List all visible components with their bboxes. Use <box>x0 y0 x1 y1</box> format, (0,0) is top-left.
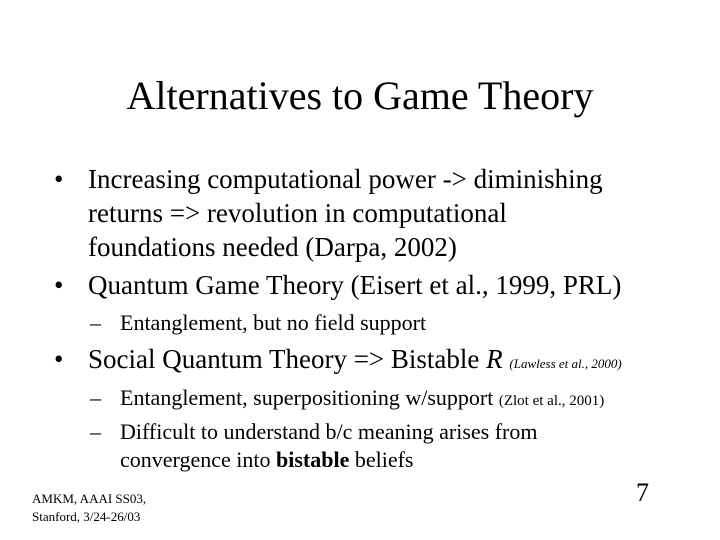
sub-bullet-text: Entanglement, superpositioning w/support <box>120 385 499 410</box>
bullet-marker: • <box>54 344 64 374</box>
page-number: 7 <box>636 478 649 507</box>
sub-bullet-marker: – <box>90 385 101 410</box>
sub-bullet-marker: – <box>90 419 101 444</box>
bullet-line: Increasing computational power -> diminishing <box>88 164 603 194</box>
sub-bullet-marker: – <box>90 310 101 335</box>
sub-bullet-text: Entanglement, but no field support <box>120 310 427 335</box>
bullet-marker: • <box>54 164 64 194</box>
slide-title: Alternatives to Game Theory <box>126 73 594 118</box>
sub-bullet-difficult-to-understand <box>90 418 680 474</box>
bullet-text: Quantum Game Theory (Eisert et al., 1999, PRL) <box>88 270 622 300</box>
footer-line: AMKM, AAAI SS03, <box>32 491 147 506</box>
bullet-text: Social Quantum Theory => Bistable <box>88 344 487 374</box>
sub-bullet-text: convergence into <box>120 447 276 472</box>
sub-bullet-entanglement-no-field <box>90 309 680 337</box>
sub-bullet-text-wrapper <box>120 384 680 415</box>
footer-line: Stanford, 3/24-26/03 <box>32 509 141 524</box>
bullet-marker: • <box>54 270 64 300</box>
sub-bullet-line: Difficult to understand b/c meaning arises from <box>120 419 538 444</box>
bistable-r-symbol: R <box>486 344 503 374</box>
citation-lawless: (Lawless et al., 2000) <box>509 356 622 371</box>
sub-bullet-line-wrapper <box>120 446 680 474</box>
bold-bistable: bistable <box>275 447 350 472</box>
sub-bullet-superpositioning <box>90 384 680 415</box>
sub-bullet-text: beliefs <box>349 447 414 472</box>
bullet-social-quantum-theory <box>54 342 674 381</box>
bullet-computational-power <box>54 162 674 264</box>
slide-footer <box>32 490 146 526</box>
citation-zlot: (Zlot et al., 2001) <box>498 393 605 409</box>
bullet-line: returns => revolution in computational <box>88 198 507 228</box>
bullet-line: foundations needed (Darpa, 2002) <box>88 232 457 262</box>
bullet-quantum-game-theory <box>54 268 674 302</box>
bullet-text-wrapper <box>88 342 674 381</box>
